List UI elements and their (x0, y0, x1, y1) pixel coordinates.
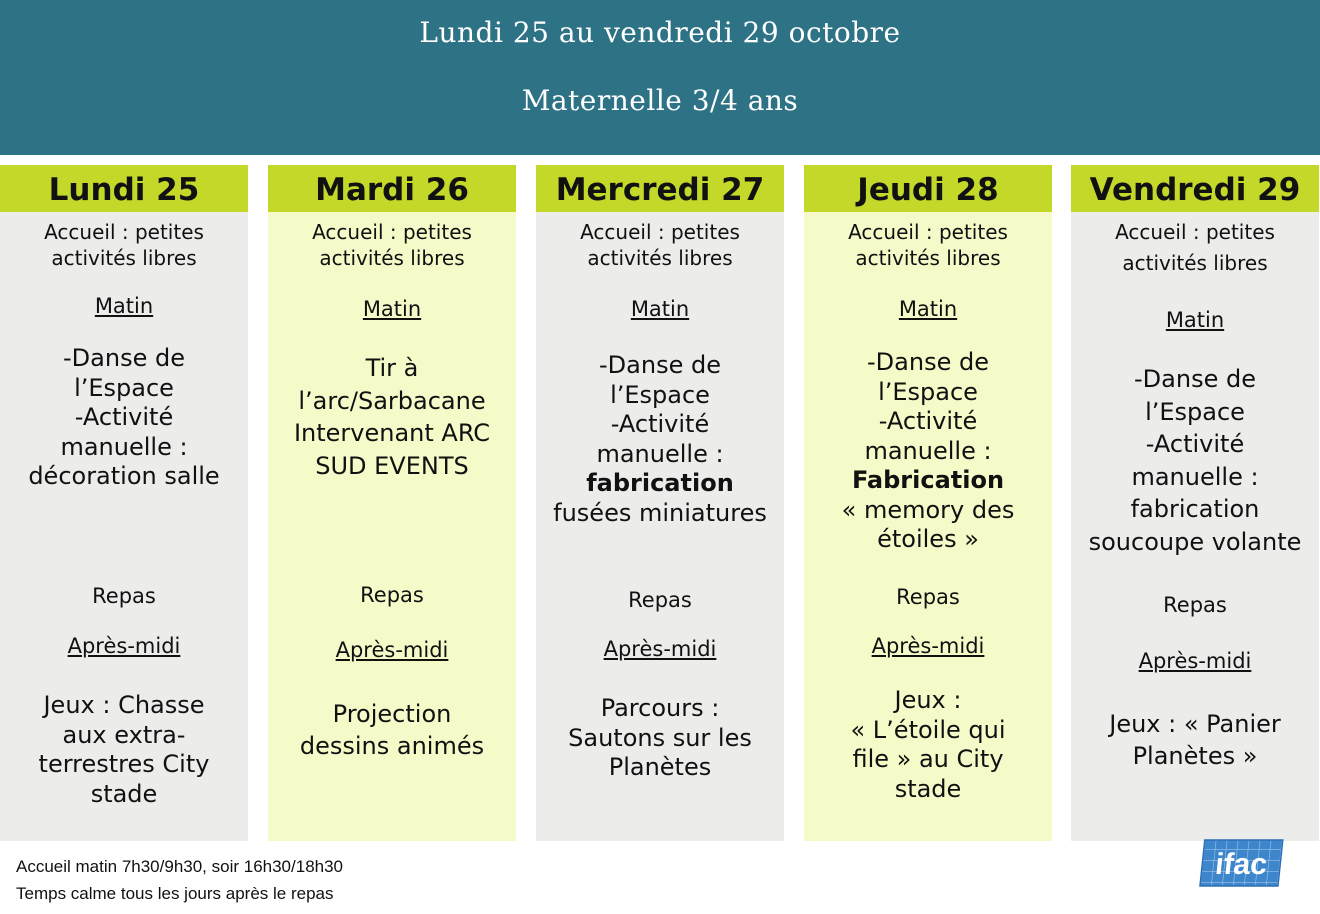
apres-midi-label: Après-midi (871, 634, 985, 658)
matin-activities: -Danse de l’Espace -Activité manuelle : fabrication soucoupe volante (1088, 365, 1302, 556)
accueil-text: Accueil : petites activités libres (312, 220, 472, 270)
matin-label: Matin (898, 297, 958, 321)
footer-quiet-time: Temps calme tous les jours après le repas (16, 884, 334, 903)
apres-midi-activities: Projection dessins animés (299, 700, 485, 760)
matin-label: Matin (630, 297, 690, 321)
day-body (536, 212, 784, 841)
day-column-lundi (0, 165, 248, 841)
page-header (0, 0, 1320, 155)
svg-text:ifac: ifac (1213, 848, 1269, 881)
repas-label: Repas (360, 583, 424, 607)
day-column-mercredi (536, 165, 784, 841)
accueil-text: Accueil : petites activités libres (580, 220, 740, 270)
apres-midi-activities: Jeux : Chasse aux extra- terrestres City stade (38, 691, 210, 808)
day-header: Vendredi 29 (1071, 165, 1319, 212)
apres-midi-label: Après-midi (335, 638, 449, 662)
repas-label: Repas (628, 588, 692, 612)
matin-activities: -Danse de l’Espace -Activité manuelle : fabrication fusées miniatures (553, 351, 767, 527)
matin-label: Matin (94, 294, 154, 318)
day-header: Lundi 25 (0, 165, 248, 212)
day-header: Jeudi 28 (804, 165, 1052, 212)
day-header: Mardi 26 (268, 165, 516, 212)
matin-label: Matin (1165, 308, 1225, 332)
day-body (1071, 212, 1319, 841)
footer-hours: Accueil matin 7h30/9h30, soir 16h30/18h30 (16, 857, 344, 876)
accueil-text: Accueil : petites activités libres (848, 220, 1008, 270)
apres-midi-activities: Jeux : « Panier Planètes » (1109, 710, 1281, 770)
repas-label: Repas (896, 585, 960, 609)
ifac-logo-icon (1199, 838, 1287, 890)
apres-midi-label: Après-midi (67, 634, 181, 658)
day-column-mardi (268, 165, 516, 841)
day-column-jeudi (804, 165, 1052, 841)
day-column-vendredi (1071, 165, 1319, 841)
apres-midi-label: Après-midi (1138, 649, 1252, 673)
matin-activities: Tir à l’arc/Sarbacane Intervenant ARC SUD EVENTS (293, 354, 491, 480)
accueil-text: Accueil : petites activités libres (44, 220, 204, 270)
page-subtitle: Maternelle 3/4 ans (521, 84, 799, 117)
day-header: Mercredi 27 (536, 165, 784, 212)
ifac-logo (1199, 838, 1287, 890)
matin-activities: -Danse de l’Espace -Activité manuelle : Fabrication « memory des étoiles » (841, 348, 1015, 553)
day-body (804, 212, 1052, 841)
apres-midi-activities: Parcours : Sautons sur les Planètes (568, 694, 752, 781)
day-body (0, 212, 248, 841)
accueil-text: Accueil : petites activités libres (1115, 220, 1275, 275)
apres-midi-activities: Jeux : « L’étoile qui file » au City stade (850, 686, 1006, 803)
day-body (268, 212, 516, 841)
repas-label: Repas (92, 584, 156, 608)
page-title: Lundi 25 au vendredi 29 octobre (419, 16, 901, 49)
matin-label: Matin (362, 297, 422, 321)
apres-midi-label: Après-midi (603, 637, 717, 661)
matin-activities: -Danse de l’Espace -Activité manuelle : décoration salle (28, 344, 220, 490)
repas-label: Repas (1163, 593, 1227, 617)
